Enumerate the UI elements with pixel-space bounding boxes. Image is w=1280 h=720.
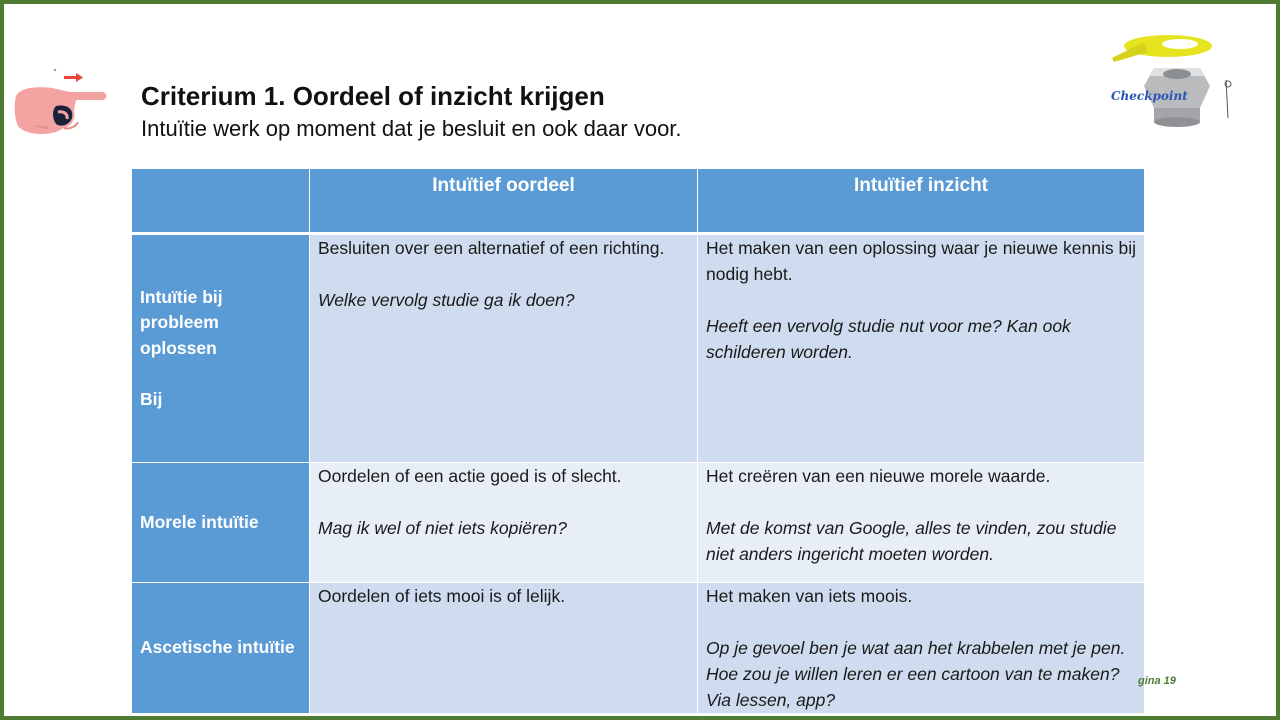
page-number: gina 19 (1138, 675, 1176, 687)
oordeel-text: Oordelen of iets mooi is of lelijk. (318, 586, 566, 606)
header-oordeel: Intuïtief oordeel (310, 169, 698, 234)
row-label (132, 463, 310, 583)
logo-text: Checkpoint (1111, 89, 1188, 103)
row-label-line: probleem (140, 312, 219, 333)
oordeel-text: Oordelen of een actie goed is of slecht. (318, 466, 622, 486)
intuition-table (131, 168, 1145, 714)
table-row (132, 234, 1145, 463)
inzicht-text: Het maken van iets moois. (706, 586, 913, 606)
oordeel-cell (310, 234, 698, 463)
row-label-line: Ascetische intuïtie (140, 637, 295, 658)
pointing-hand-icon (12, 66, 112, 138)
header-empty (132, 169, 310, 234)
row-label (132, 583, 310, 714)
oordeel-example: Welke vervolg studie ga ik doen? (318, 290, 575, 310)
inzicht-text: Het creëren van een nieuwe morele waarde. (706, 466, 1051, 486)
inzicht-cell (698, 463, 1145, 583)
inzicht-cell (698, 234, 1145, 463)
header-inzicht: Intuïtief inzicht (698, 169, 1145, 234)
row-label-line: oplossen (140, 337, 217, 358)
slide-subtitle: Intuïtie werk op moment dat je besluit en ook daar voor. (141, 116, 682, 141)
oordeel-example: Mag ik wel of niet iets kopiëren? (318, 518, 568, 538)
row-label-line: Intuïtie bij (140, 286, 223, 307)
row-label (132, 234, 310, 463)
inzicht-cell (698, 583, 1145, 714)
table-row (132, 463, 1145, 583)
checkpoint-nut-icon (1104, 28, 1240, 134)
oordeel-cell (310, 463, 698, 583)
inzicht-text: Het maken van een oplossing waar je nieuwe kennis bij nodig hebt. (706, 238, 1136, 284)
row-label-line: Bij (140, 388, 163, 409)
inzicht-example: Met de komst van Google, alles te vinden, zou studie niet anders ingericht moeten worden. (706, 518, 1117, 564)
row-label-line (140, 361, 301, 387)
table-header-row (132, 169, 1145, 234)
row-label-line: Morele intuïtie (140, 511, 259, 532)
oordeel-cell (310, 583, 698, 714)
slide-title: Criterium 1. Oordeel of inzicht krijgen (141, 81, 605, 111)
oordeel-text: Besluiten over een alternatief of een richting. (318, 238, 665, 258)
table-row (132, 583, 1145, 714)
inzicht-example: Op je gevoel ben je wat aan het krabbelen met je pen. Hoe zou je willen leren er een cartoon van te maken? Via lessen, app? (706, 638, 1126, 710)
inzicht-example: Heeft een vervolg studie nut voor me? Kan ook schilderen worden. (706, 316, 1071, 362)
